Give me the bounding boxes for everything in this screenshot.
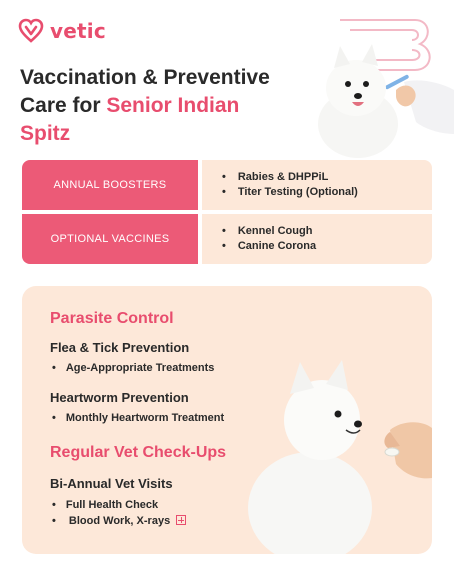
vaccine-category-label: OPTIONAL VACCINES bbox=[22, 214, 198, 264]
checkup-item-row bbox=[52, 514, 186, 527]
heartworm-heading: Heartworm Prevention bbox=[50, 390, 189, 405]
brand-name: vetic bbox=[50, 19, 106, 43]
vetic-heart-icon bbox=[18, 18, 44, 44]
vaccine-item-list bbox=[202, 160, 432, 210]
vaccine-item: • Canine Corona bbox=[222, 239, 432, 254]
vaccine-item: • Titer Testing (Optional) bbox=[222, 185, 432, 200]
page-title bbox=[20, 64, 320, 148]
title-line-1: Vaccination & Preventive bbox=[20, 66, 270, 89]
title-line-2-accent: Senior Indian bbox=[106, 94, 240, 117]
vaccine-item: • Kennel Cough bbox=[222, 224, 432, 239]
checkup-item: • Full Health Check bbox=[52, 499, 158, 511]
vaccine-category-label: ANNUAL BOOSTERS bbox=[22, 160, 198, 210]
bi-annual-visits-heading: Bi-Annual Vet Visits bbox=[50, 476, 173, 491]
title-line-3-accent: Spitz bbox=[20, 122, 71, 145]
flea-tick-heading: Flea & Tick Prevention bbox=[50, 340, 190, 355]
vaccine-item-list bbox=[202, 214, 432, 264]
vet-checkups-heading: Regular Vet Check-Ups bbox=[50, 444, 227, 461]
brand-logo bbox=[18, 18, 106, 44]
title-line-2 bbox=[20, 92, 320, 120]
spitz-vaccination-photo bbox=[318, 38, 454, 158]
vaccine-table bbox=[22, 160, 432, 268]
checkup-item: Blood Work, X-rays bbox=[68, 515, 171, 527]
preventive-care-card bbox=[22, 286, 432, 554]
vaccine-item: • Rabies & DHPPiL bbox=[222, 170, 432, 185]
title-line-2-plain: Care for bbox=[20, 94, 107, 117]
heartworm-item: • Monthly Heartworm Treatment bbox=[52, 412, 224, 424]
plus-square-icon bbox=[176, 515, 186, 525]
vaccine-row bbox=[22, 214, 432, 264]
parasite-control-heading: Parasite Control bbox=[50, 310, 174, 327]
spitz-treat-photo bbox=[240, 358, 432, 554]
flea-tick-item: • Age-Appropriate Treatments bbox=[52, 362, 214, 374]
vaccine-row bbox=[22, 160, 432, 210]
